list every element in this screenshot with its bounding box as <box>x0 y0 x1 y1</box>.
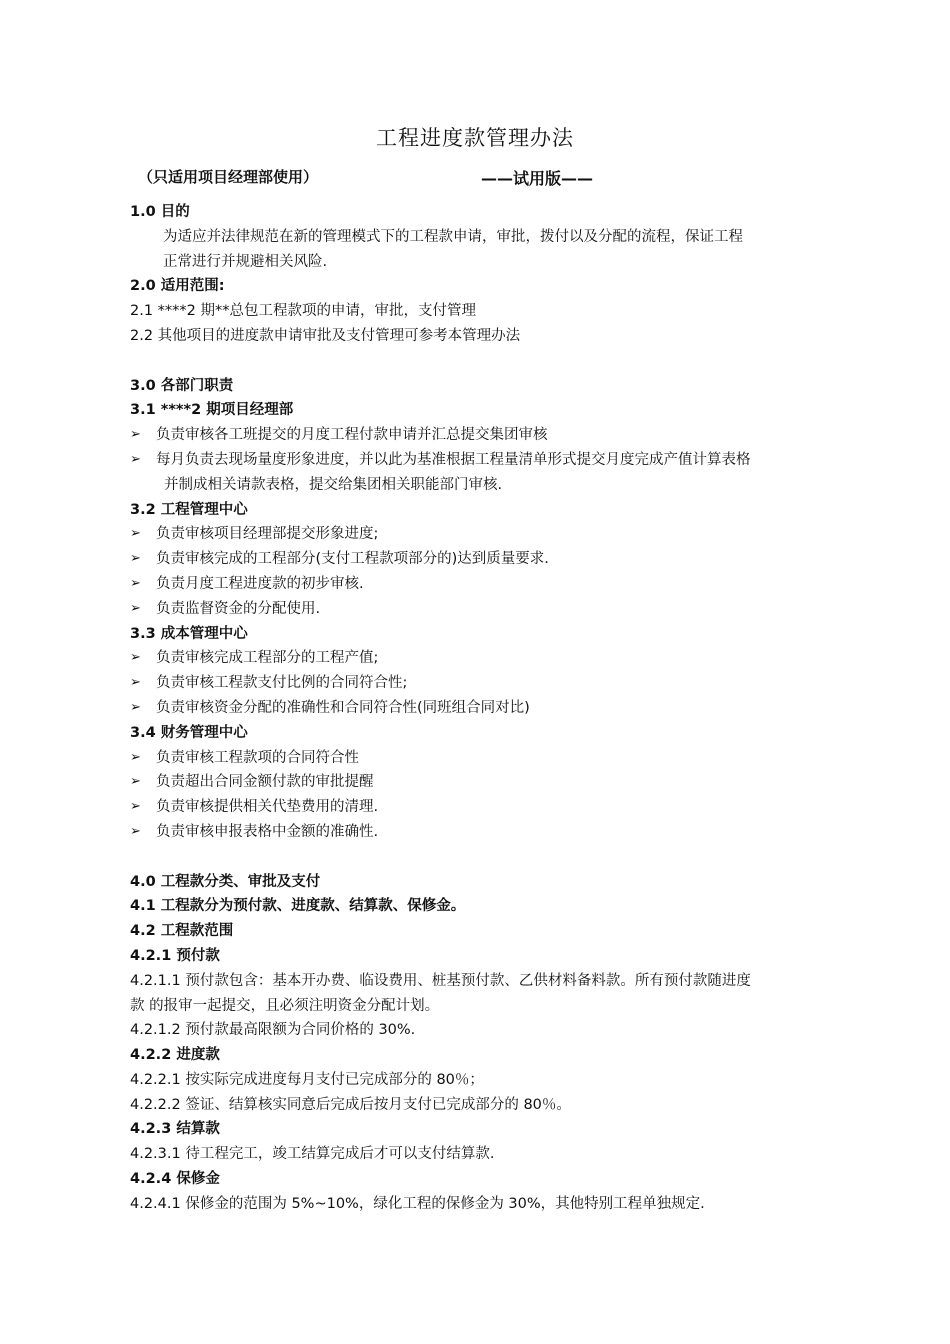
clause-line: 4.2.1.2 预付款最高限额为合同价格的 30%. <box>130 1022 416 1039</box>
dept-heading-project-office: 3.1 ****2 期项目经理部 <box>130 402 294 419</box>
bullet-item <box>130 820 848 845</box>
bullet-arrow-icon: ➢ <box>130 749 141 765</box>
clause-line: 4.2.4.1 保修金的范围为 5%~10%，绿化工程的保修金为 30%，其他特别工程单独规定. <box>130 1195 705 1212</box>
clause-line: 款 的报审一起提交，且必须注明资金分配计划。 <box>130 997 440 1014</box>
bullet-item <box>130 770 848 795</box>
bullet-item <box>130 572 848 597</box>
bullet-item <box>130 746 848 771</box>
dept-heading-finance: 3.4 财务管理中心 <box>130 724 248 741</box>
bullet-arrow-icon: ➢ <box>130 823 141 839</box>
bullet-text: 负责月度工程进度款的初步审核. <box>156 575 364 592</box>
scope-item: 2.2 其他项目的进度款申请审批及支付管理可参考本管理办法 <box>130 327 521 344</box>
bullet-text: 负责监督资金的分配使用. <box>156 600 321 617</box>
bullet-continuation: 并制成相关请款表格，提交给集团相关职能部门审核. <box>164 476 503 493</box>
purpose-paragraph-line: 为适应并法律规范在新的管理模式下的工程款申请，审批，拨付以及分配的流程，保证工程 <box>163 228 743 245</box>
bullet-item <box>130 448 848 473</box>
bullet-text: 每月负责去现场量度形象进度，并以此为基准根据工程量清单形式提交月度完成产值计算表格 <box>156 451 751 468</box>
clause-line: 4.2.3.1 待工程完工，竣工结算完成后才可以支付结算款. <box>130 1146 495 1163</box>
subsection-heading: 4.2 工程款范围 <box>130 923 234 940</box>
subsection-heading: 4.1 工程款分为预付款、进度款、结算款、保修金。 <box>130 898 466 915</box>
subsection-heading-retention: 4.2.4 保修金 <box>130 1171 220 1188</box>
bullet-text: 负责审核工程款支付比例的合同符合性; <box>156 675 408 692</box>
purpose-paragraph-line: 正常进行并规避相关风险. <box>163 253 328 270</box>
bullet-text: 负责审核工程款项的合同符合性 <box>156 749 359 766</box>
dept-heading-cost: 3.3 成本管理中心 <box>130 625 248 642</box>
version-label: ——试用版—— <box>481 169 594 188</box>
bullet-arrow-icon: ➢ <box>130 526 141 542</box>
section-heading-purpose: 1.0 目的 <box>130 204 190 220</box>
clause-line: 4.2.1.1 预付款包含：基本开办费、临设费用、桩基预付款、乙供材料备料款。所有预付款随进度 <box>130 972 751 989</box>
bullet-item <box>130 671 848 696</box>
bullet-arrow-icon: ➢ <box>130 427 141 443</box>
bullet-item <box>130 547 848 572</box>
section-heading-scope: 2.0 适用范围: <box>130 278 225 295</box>
bullet-arrow-icon: ➢ <box>130 650 141 666</box>
bullet-item <box>130 646 848 671</box>
bullet-text: 负责超出合同金额付款的审批提醒 <box>156 774 374 791</box>
bullet-arrow-icon: ➢ <box>130 451 141 467</box>
subsection-heading-advance: 4.2.1 预付款 <box>130 947 220 964</box>
bullet-item <box>130 522 848 547</box>
clause-line: 4.2.2.2 签证、结算核实同意后完成后按月支付已完成部分的 80％。 <box>130 1096 571 1113</box>
subsection-heading-progress: 4.2.2 进度款 <box>130 1047 220 1064</box>
bullet-item <box>130 423 848 448</box>
bullet-arrow-icon: ➢ <box>130 675 141 691</box>
document-title: 工程进度款管理办法 <box>376 126 574 150</box>
bullet-text: 负责审核申报表格中金额的准确性. <box>156 823 379 840</box>
section-heading-payments: 4.0 工程款分类、审批及支付 <box>130 873 321 890</box>
bullet-text: 负责审核完成的工程部分(支付工程款项部分的)达到质量要求. <box>156 551 549 568</box>
clause-line: 4.2.2.1 按实际完成进度每月支付已完成部分的 80％； <box>130 1071 484 1088</box>
subsection-heading-settlement: 4.2.3 结算款 <box>130 1121 220 1138</box>
bullet-arrow-icon: ➢ <box>130 600 141 616</box>
bullet-text: 负责审核完成工程部分的工程产值; <box>156 650 379 667</box>
bullet-arrow-icon: ➢ <box>130 551 141 567</box>
document-body <box>130 200 848 1217</box>
scope-item: 2.1 ****2 期**总包工程款项的申请，审批，支付管理 <box>130 303 477 320</box>
scope-note: （只适用项目经理部使用） <box>138 168 319 186</box>
bullet-text: 负责审核资金分配的准确性和合同符合性(同班组合同对比) <box>156 699 530 716</box>
bullet-arrow-icon: ➢ <box>130 774 141 790</box>
dept-heading-engineering: 3.2 工程管理中心 <box>130 501 248 518</box>
bullet-item <box>130 597 848 622</box>
section-heading-responsibilities: 3.0 各部门职责 <box>130 377 234 394</box>
bullet-text: 负责审核各工班提交的月度工程付款申请并汇总提交集团审核 <box>156 427 548 444</box>
bullet-arrow-icon: ➢ <box>130 799 141 815</box>
bullet-arrow-icon: ➢ <box>130 699 141 715</box>
bullet-item <box>130 696 848 721</box>
bullet-text: 负责审核项目经理部提交形象进度; <box>156 526 379 543</box>
bullet-item <box>130 795 848 820</box>
bullet-text: 负责审核提供相关代垫费用的清理. <box>156 799 379 816</box>
bullet-arrow-icon: ➢ <box>130 575 141 591</box>
